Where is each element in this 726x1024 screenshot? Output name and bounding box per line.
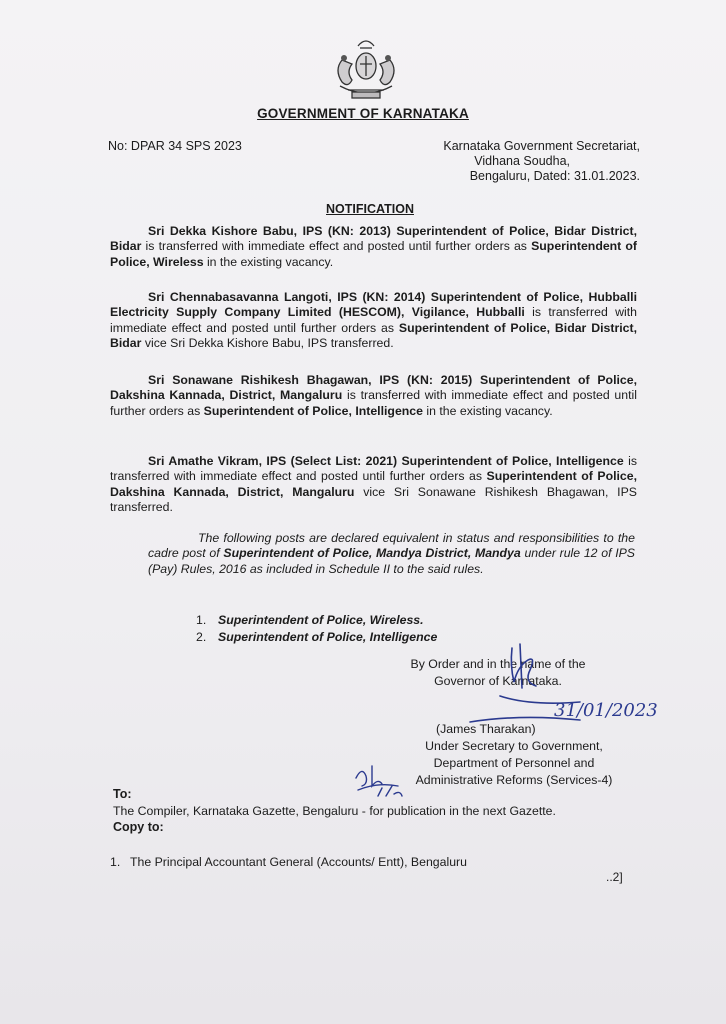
paragraph-transfer-1: [110, 224, 637, 270]
signatory-designation: [388, 738, 640, 789]
cadre-post-text: Superintendent of Police, Mandya District, Mandya: [223, 546, 521, 561]
body-text: is transferred with immediate effect and posted until further orders as: [110, 454, 637, 484]
officer-text: Sri Chennabasavanna Langoti, IPS (KN: 2014) Superintendent of Police, Hubballi Electricity Supply Company Limited (HESCOM), Vigilance, Hubballi: [110, 290, 637, 320]
order-line: Governor of Karnataka.: [434, 674, 562, 688]
posting-text: Superintendent of Police, Wireless: [110, 239, 638, 269]
copy-to-label: Copy to:: [113, 820, 164, 834]
body-text: in the existing vacancy.: [422, 403, 553, 418]
signatory-name: (James Tharakan): [436, 722, 536, 736]
list-number: 2.: [196, 630, 207, 644]
notification-heading: NOTIFICATION: [326, 202, 414, 216]
posting-text: Superintendent of Police, Bidar District, Bidar: [110, 320, 637, 351]
designation-line: Department of Personnel and: [433, 756, 595, 770]
officer-text: Sri Amathe Vikram, IPS (Select List: 2021) Superintendent of Police, Intelligence: [148, 454, 624, 468]
page-continuation: ..2]: [606, 870, 623, 884]
order-line: By Order and in the name of the: [410, 657, 586, 671]
paragraph-transfer-2: [110, 290, 637, 352]
officer-text: Sri Dekka Kishore Babu, IPS (KN: 2013) Superintendent of Police, Bidar District, Bidar: [110, 224, 637, 254]
posting-text: Superintendent of Police, Intelligence: [203, 403, 423, 418]
address-line: Bengaluru, Dated: 31.01.2023.: [469, 169, 640, 183]
list-item: [196, 629, 437, 646]
copy-recipient: [110, 855, 467, 869]
equivalence-paragraph: [148, 531, 635, 577]
handwritten-initials: [348, 756, 418, 804]
issuing-address: [408, 139, 640, 184]
document-title: GOVERNMENT OF KARNATAKA: [257, 106, 469, 121]
list-item-label: Superintendent of Police, Wireless.: [218, 613, 424, 627]
address-line: Karnataka Government Secretariat,: [443, 139, 640, 153]
paragraph-transfer-4: [110, 454, 637, 516]
reference-number: No: DPAR 34 SPS 2023: [108, 139, 242, 153]
list-number: 1.: [110, 855, 121, 869]
body-text: The following posts are declared equivalent in status and responsibilities to the cadre post of: [148, 531, 635, 561]
body-text: is transferred with immediate effect and posted until further orders as: [110, 388, 637, 418]
body-text: vice Sri Sonawane Rishikesh Bhagawan, IPS transferred.: [110, 484, 638, 515]
body-text: is transferred with immediate effect and posted until further orders as: [141, 239, 532, 254]
to-recipient: The Compiler, Karnataka Gazette, Bengaluru - for publication in the next Gazette.: [113, 804, 556, 818]
list-item-label: Superintendent of Police, Intelligence: [218, 630, 438, 644]
paragraph-transfer-3: [110, 373, 637, 419]
officer-text: Sri Sonawane Rishikesh Bhagawan, IPS (KN: 2015) Superintendent of Police, Dakshina Kannada, District, Mangaluru: [110, 373, 637, 403]
designation-line: Under Secretary to Government,: [425, 739, 603, 753]
list-item: [196, 612, 437, 629]
body-text: vice Sri Dekka Kishore Babu, IPS transferred.: [141, 336, 394, 351]
body-text: in the existing vacancy.: [203, 254, 334, 269]
posting-text: Superintendent of Police, Dakshina Kannada, District, Mangaluru: [110, 469, 638, 499]
signature-date: 31/01/2023: [554, 700, 658, 721]
body-text: is transferred with immediate effect and posted until further orders as: [110, 305, 637, 335]
list-number: 1.: [196, 613, 207, 627]
equivalent-posts-list: [196, 612, 437, 646]
to-label: To:: [113, 787, 132, 801]
designation-line: Administrative Reforms (Services-4): [415, 773, 613, 787]
karnataka-state-emblem-icon: [330, 36, 402, 102]
handwritten-signature: [440, 636, 680, 736]
address-line: Vidhana Soudha,: [474, 154, 570, 168]
body-text: under rule 12 of IPS (Pay) Rules, 2016 as included in Schedule II to the said rules.: [148, 546, 636, 576]
copy-recipient-text: The Principal Accountant General (Accounts/ Entt), Bengaluru: [130, 855, 467, 869]
